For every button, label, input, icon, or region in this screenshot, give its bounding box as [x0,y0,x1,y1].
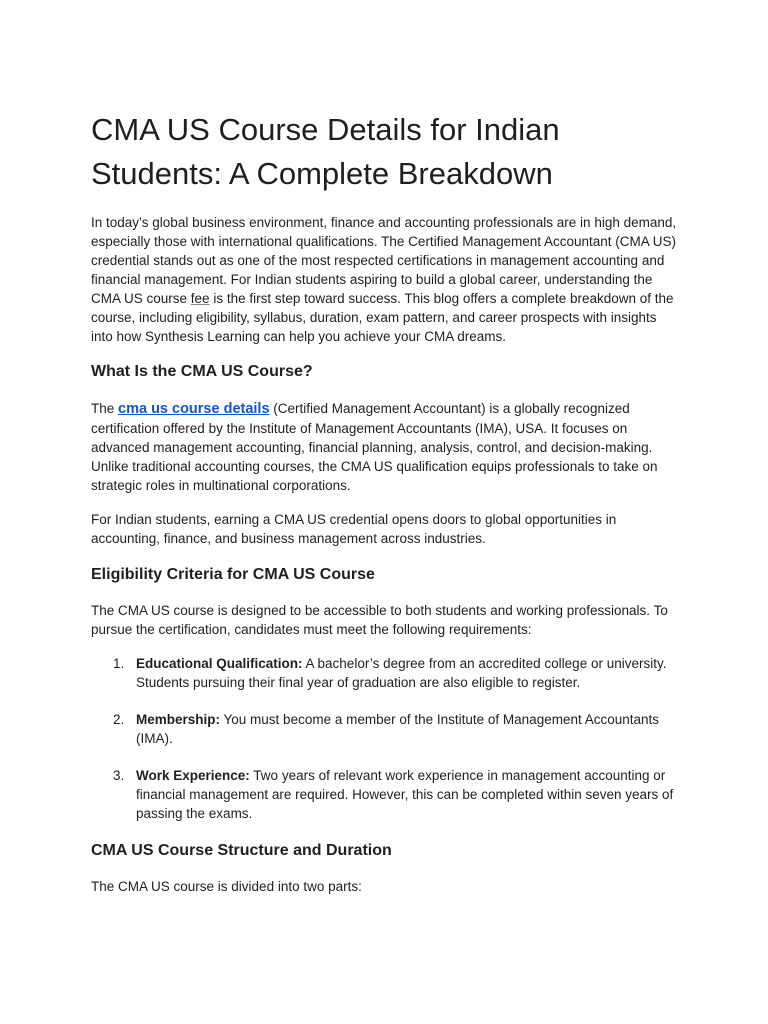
intro-text-end: is the first step toward success. This blog offers a complete breakdown of the course, including eligibility, syllabus, duration, exam pattern, and career prospects with insights into how Synthesis Learning can help you achieve your CMA dreams. [91,291,674,344]
list-item-label: Membership: [136,712,221,727]
intro-text-start: In today’s global business environment, finance and accounting professionals are in high demand, especially those with international qualifications. The Certified Management Accountant (CMA US) credential stands out as one of the most respected certifications in management accounting and financial management. For Indian students aspiring to build a global career, understanding the CMA US course [91,215,677,306]
eligibility-intro: The CMA US course is designed to be accessible to both students and working professionals. To pursue the certification, candidates must meet the following requirements: [91,603,668,637]
section-heading-eligibility: Eligibility Criteria for CMA US Course [91,566,375,583]
fee-word: fee [190,291,210,306]
list-item-text: A bachelor’s degree from an accredited college or university. Students pursuing their final year of graduation are also eligible to register. [136,656,667,690]
list-item-label: Educational Qualification: [136,656,303,671]
list-item-label: Work Experience: [136,768,250,783]
list-number: 1. [113,656,125,671]
section-heading-what-is: What Is the CMA US Course? [91,363,313,380]
list-number: 2. [113,712,125,727]
list-item [113,654,682,692]
structure-intro: The CMA US course is divided into two parts: [91,879,362,894]
indian-students-paragraph: For Indian students, earning a CMA US credential opens doors to global opportunities in accounting, finance, and business management across industries. [91,512,617,546]
what-is-text: (Certified Management Accountant) is a globally recognized certification offered by the Institute of Management Accountants (IMA), USA. It focuses on advanced management accounting, financial planning, analysis, control, and decision-making. Unlike traditional accounting courses, the CMA US qualification equips professionals to take on strategic roles in multinational corporations. [91,401,658,493]
list-item-text: Two years of relevant work experience in management accounting or financial management are required. However, this can be completed within seven years of passing the exams. [136,768,674,821]
intro-paragraph [91,213,682,346]
section-heading-structure: CMA US Course Structure and Duration [91,842,392,859]
list-item [113,766,682,823]
cma-course-details-link[interactable]: cma us course details [118,401,270,417]
what-is-lead: The [91,401,119,416]
list-number: 3. [113,768,125,783]
page-title: CMA US Course Details for Indian Students: A Complete Breakdown [91,112,560,191]
list-item-text: You must become a member of the Institute of Management Accountants (IMA). [136,712,660,746]
what-is-paragraph [91,399,682,495]
eligibility-list [91,654,682,823]
list-item [113,710,682,748]
